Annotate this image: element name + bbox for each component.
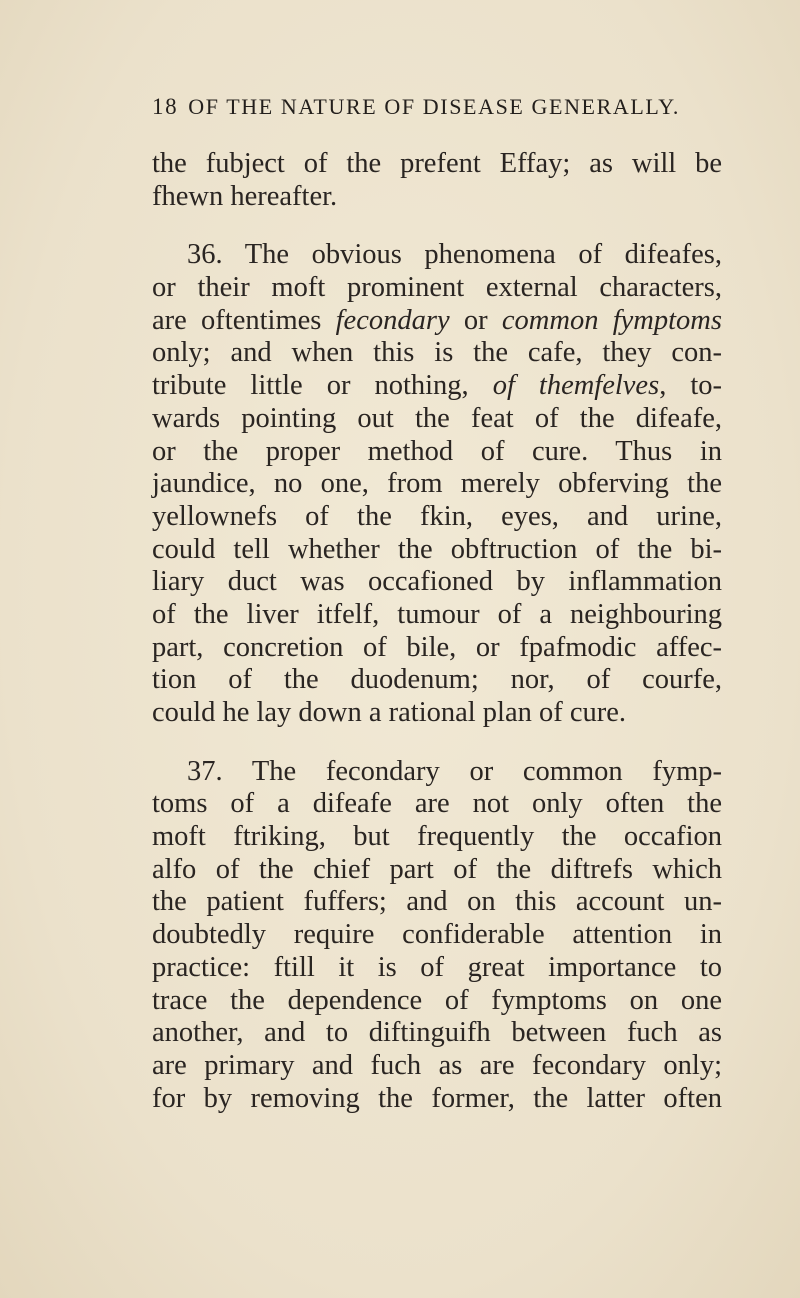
text-line: fhewn hereafter. [152,180,338,212]
text-line: 37. The fecondary or common fymp- [187,755,722,787]
paragraph [152,756,722,1116]
running-header [152,94,722,120]
text-line: tribute little or nothing, of themfelves, to- [152,370,722,402]
text-line: part, concretion of bile, or fpafmodic affec- [152,631,722,663]
body-text [152,148,722,1115]
text-line: liary duct was occafioned by inflammation [152,566,722,598]
text-line: are oftentimes fecondary or common fymptoms [152,304,722,336]
paragraph-gap [152,730,722,756]
text-line: could he lay down a rational plan of cure. [152,697,627,728]
text-line: are primary and fuch as are fecondary only; [152,1049,722,1081]
paragraph [152,239,722,729]
text-line: moft ftriking, but frequently the occafion [152,821,722,853]
text-line: 36. The obvious phenomena of difeafes, [187,239,722,271]
text-line: could tell whether the obftruction of the bi- [152,533,722,565]
text-line: practice: ftill it is of great importance to [152,951,722,983]
page-number: 18 [152,94,179,119]
text-line: doubtedly require confiderable attention in [152,919,722,951]
text-line: wards pointing out the feat of the difeafe, [152,402,722,434]
italic-phrase: common fymptoms [501,304,722,336]
text-line: the fubject of the prefent Effay; as will be [152,148,722,179]
text-line: alfo of the chief part of the diftrefs which [152,853,722,885]
text-line: or the proper method of cure. Thus in [152,435,722,467]
text-line: of the liver itfelf, tumour of a neighbouring [152,598,722,630]
text-line: the patient fuffers; and on this account un- [152,886,722,918]
text-line: trace the dependence of fymptoms on one [152,984,722,1016]
text-line: yellownefs of the fkin, eyes, and urine, [152,500,722,532]
paragraph-gap [152,213,722,239]
running-title: OF THE NATURE OF DISEASE GENERALLY. [188,94,680,119]
text-line: jaundice, no one, from merely obferving the [152,468,722,500]
paragraph [152,148,722,213]
text-line: only; and when this is the cafe, they con- [152,337,722,369]
italic-phrase: fecondary [335,304,450,336]
text-line: for by removing the former, the latter often [152,1082,722,1114]
italic-phrase: of themfelves [492,370,660,402]
text-line: or their moft prominent external characters, [152,272,722,304]
text-line: tion of the duodenum; nor, of courfe, [152,664,722,696]
text-line: another, and to diftinguifh between fuch as [152,1017,722,1049]
text-line: toms of a difeafe are not only often the [152,788,722,820]
